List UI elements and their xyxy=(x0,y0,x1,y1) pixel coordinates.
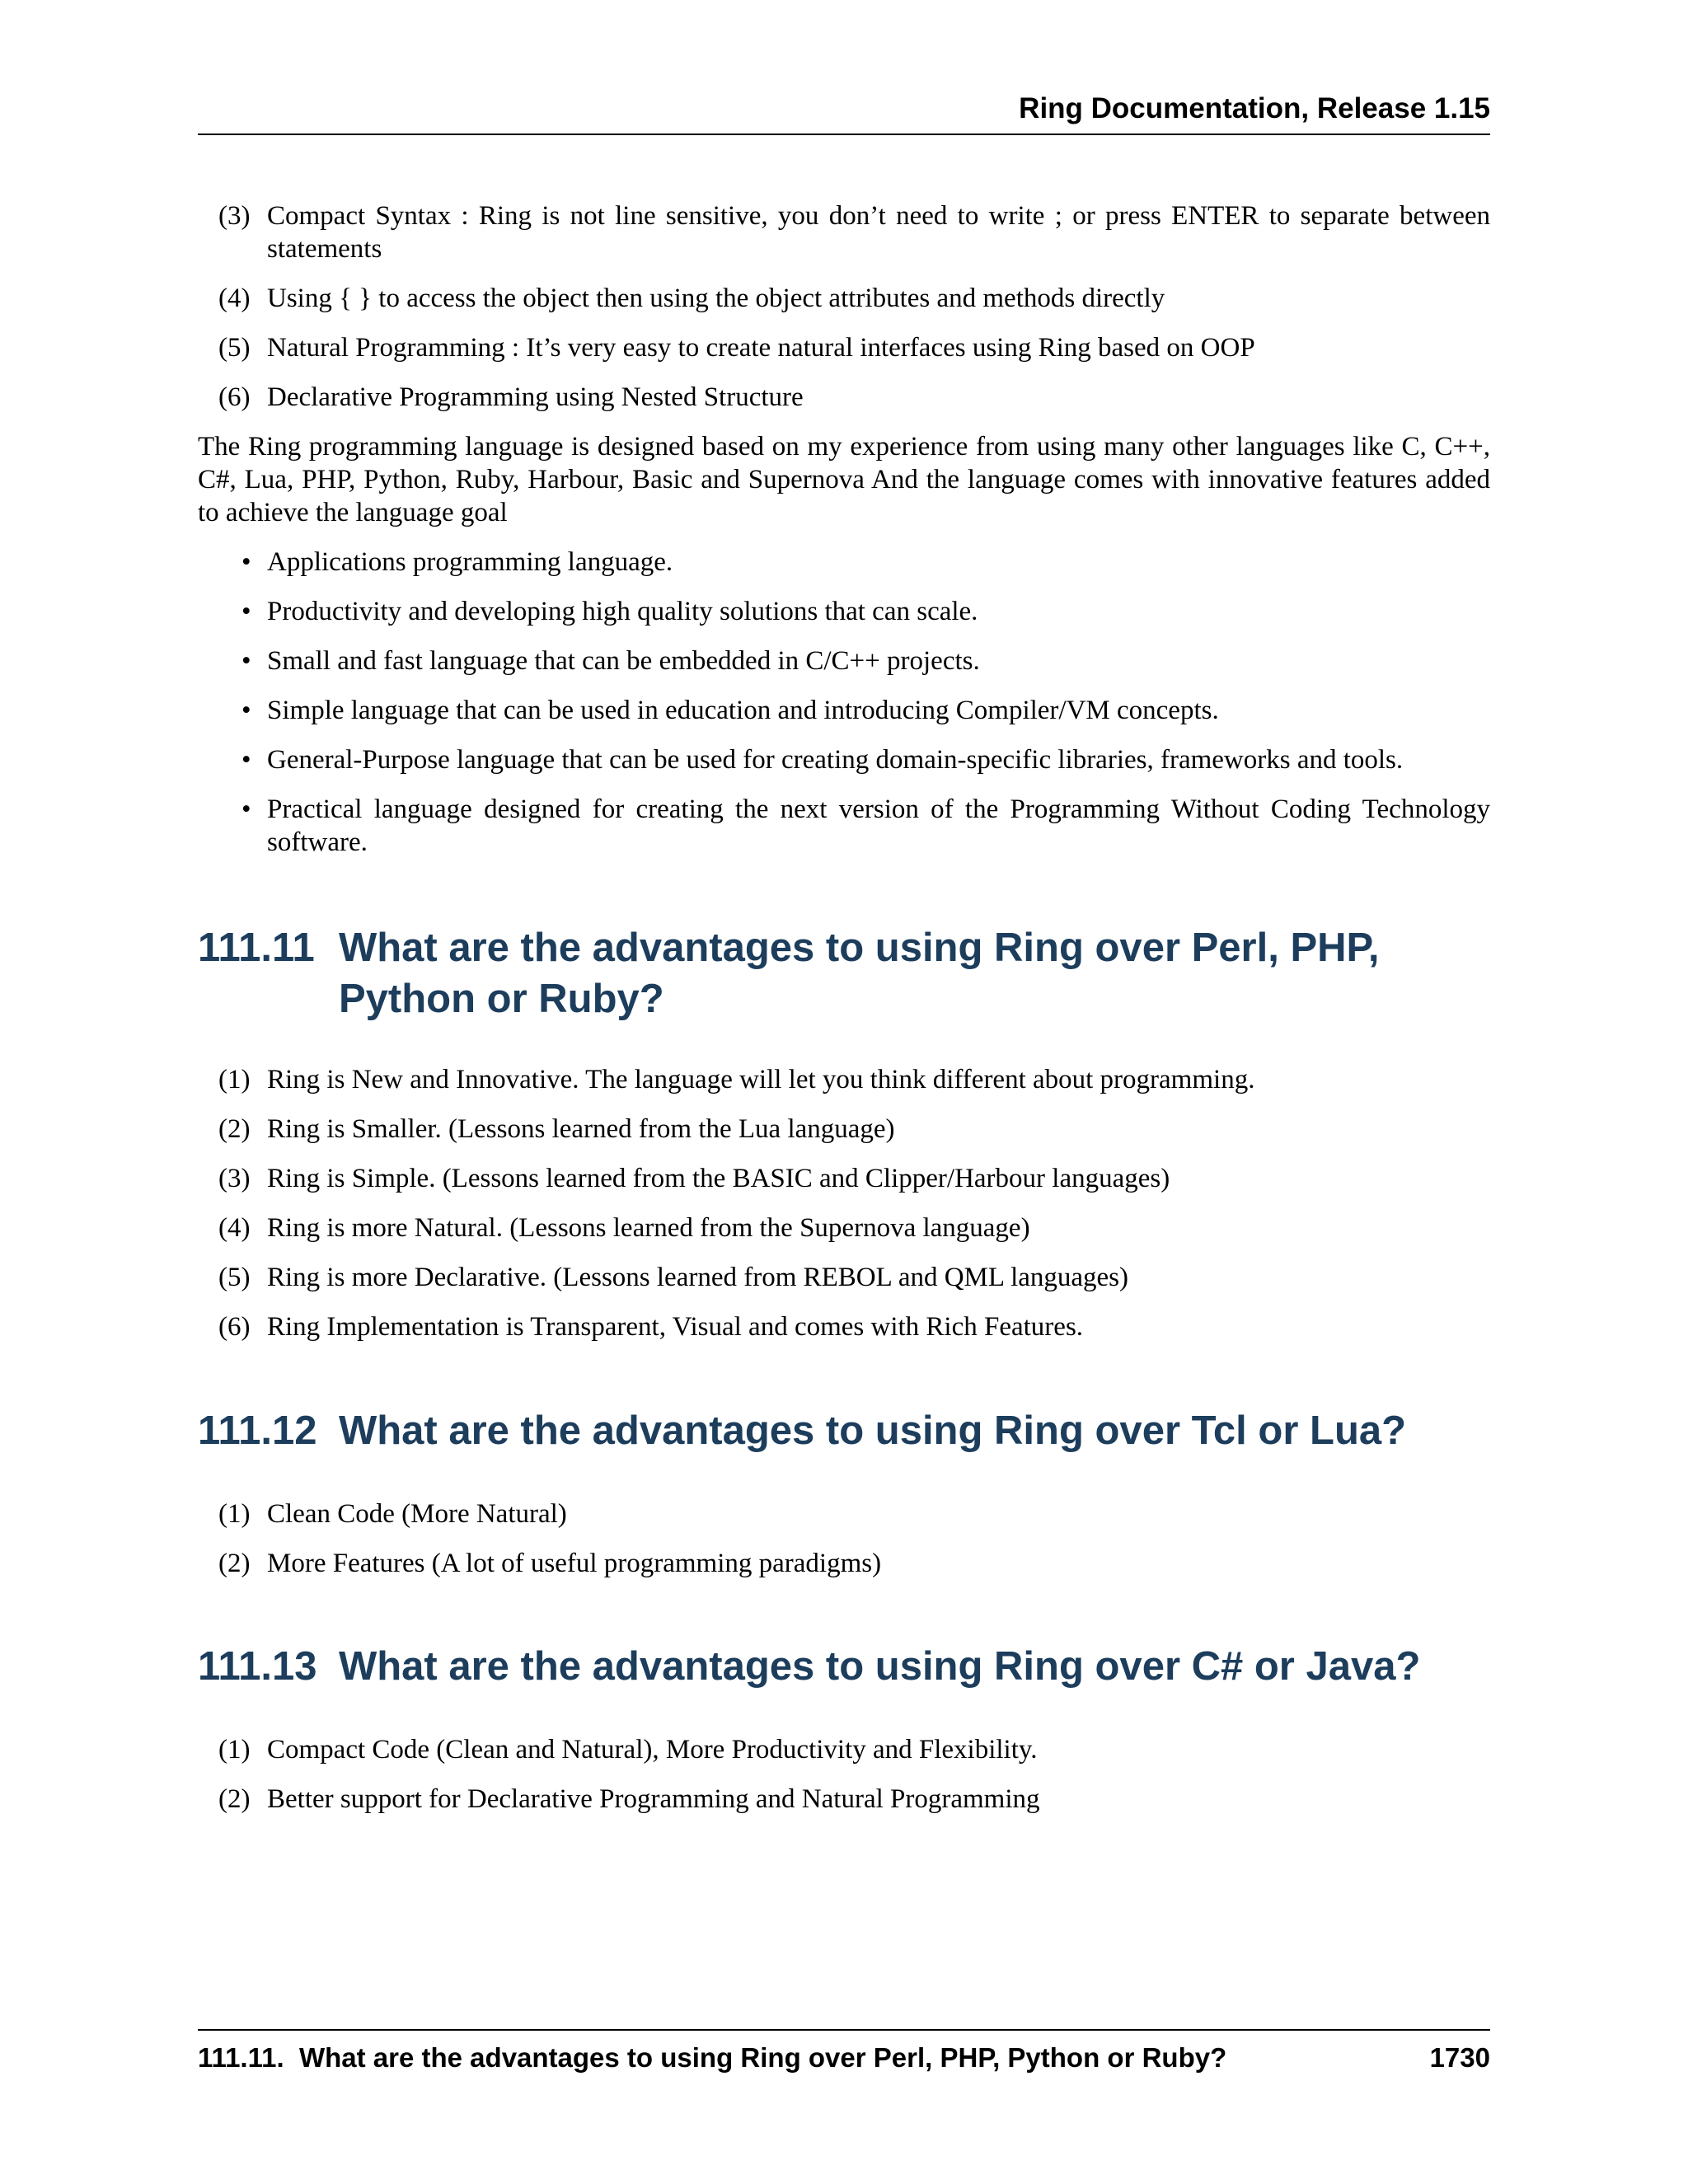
bullet-item xyxy=(198,546,1490,579)
list-item xyxy=(198,199,1490,264)
list-item-number: (1) xyxy=(218,1065,251,1094)
list-item-text: Natural Programming : It’s very easy to create natural interfaces using Ring based on OOP xyxy=(267,333,1255,363)
list-item-number: (1) xyxy=(218,1735,251,1765)
section-number: 111.11 xyxy=(198,926,315,970)
list-item-text: Ring is New and Innovative. The language will let you think different about programming. xyxy=(267,1065,1255,1094)
bullet-text: General-Purpose language that can be used for creating domain-specific libraries, frameworks and tools. xyxy=(267,745,1404,775)
list-item-number: (6) xyxy=(218,1312,251,1342)
section-number: 111.12 xyxy=(198,1408,317,1453)
list-item xyxy=(198,1497,1490,1530)
bullet-symbol: • xyxy=(241,696,251,725)
section-heading xyxy=(198,1405,1490,1456)
intro-numbered-list xyxy=(198,199,1490,412)
list-item-text: Declarative Programming using Nested Structure xyxy=(267,382,804,412)
bullet-item xyxy=(198,694,1490,727)
bullet-text: Small and fast language that can be embedded in C/C++ projects. xyxy=(267,646,980,676)
list-item-number: (2) xyxy=(218,1114,251,1144)
list-item-text: Better support for Declarative Programming and Natural Programming xyxy=(267,1784,1040,1814)
list-item-number: (3) xyxy=(218,201,251,231)
section-title-text: What are the advantages to using Ring over Tcl or Lua? xyxy=(339,1408,1407,1453)
list-item-number: (4) xyxy=(218,284,251,313)
list-item-number: (2) xyxy=(218,1549,251,1578)
list-item xyxy=(198,1162,1490,1195)
bullet-item xyxy=(198,793,1490,859)
section-heading xyxy=(198,1641,1490,1692)
section-number: 111.13 xyxy=(198,1644,317,1689)
page-number: 1730 xyxy=(1429,2042,1490,2073)
bullet-symbol: • xyxy=(241,745,251,775)
section-title-text: What are the advantages to using Ring over C# or Java? xyxy=(339,1644,1421,1689)
bullet-text: Simple language that can be used in education and introducing Compiler/VM concepts. xyxy=(267,696,1219,725)
list-item xyxy=(198,331,1490,364)
list-item-text: Ring is Smaller. (Lessons learned from the Lua language) xyxy=(267,1114,895,1144)
list-item-text: Ring is more Natural. (Lessons learned from the Supernova language) xyxy=(267,1213,1030,1243)
list-item-text: Ring is more Declarative. (Lessons learned from REBOL and QML languages) xyxy=(267,1263,1129,1292)
list-item xyxy=(198,381,1490,414)
bullet-symbol: • xyxy=(241,597,251,626)
section-title-text: What are the advantages to using Ring over Perl, PHP, Python or Ruby? xyxy=(339,926,1380,1021)
list-item-number: (5) xyxy=(218,333,251,363)
page-footer xyxy=(198,2029,1490,2073)
list-item-text: Using { } to access the object then using the object attributes and methods directly xyxy=(267,284,1165,313)
list-item-number: (5) xyxy=(218,1263,251,1292)
bullet-text: Productivity and developing high quality solutions that can scale. xyxy=(267,597,978,626)
list-item xyxy=(198,1783,1490,1816)
list-item xyxy=(198,1261,1490,1294)
list-item xyxy=(198,282,1490,315)
bullet-text: Practical language designed for creating the next version of the Programming Without Coding Technology software. xyxy=(267,794,1490,857)
bullet-symbol: • xyxy=(241,646,251,676)
footer-section-title: 111.11. What are the advantages to using Ring over Perl, PHP, Python or Ruby? xyxy=(198,2042,1227,2073)
list-item-text: Compact Code (Clean and Natural), More Productivity and Flexibility. xyxy=(267,1735,1038,1765)
list-item xyxy=(198,1212,1490,1244)
list-item-number: (4) xyxy=(218,1213,251,1243)
list-item-number: (3) xyxy=(218,1164,251,1193)
list-item-text: Ring is Simple. (Lessons learned from the BASIC and Clipper/Harbour languages) xyxy=(267,1164,1170,1193)
list-item xyxy=(198,1063,1490,1096)
bullet-symbol: • xyxy=(241,547,251,577)
list-item xyxy=(198,1310,1490,1343)
bullet-symbol: • xyxy=(241,794,251,824)
bullet-item xyxy=(198,743,1490,776)
list-item-number: (6) xyxy=(218,382,251,412)
bullet-item xyxy=(198,595,1490,628)
bullet-text: Applications programming language. xyxy=(267,547,673,577)
list-item-number: (1) xyxy=(218,1499,251,1529)
section-heading xyxy=(198,922,1490,1024)
list-item xyxy=(198,1733,1490,1766)
list-item-text: Compact Syntax : Ring is not line sensitive, you don’t need to write ; or press ENTER to separate between statements xyxy=(267,201,1490,264)
list-item xyxy=(198,1547,1490,1580)
list-item xyxy=(198,1113,1490,1146)
bullet-item xyxy=(198,644,1490,677)
body-paragraph: The Ring programming language is designed based on my experience from using many other languages like C, C++, C#, Lua, PHP, Python, Ruby, Harbour, Basic and Supernova And the language comes with innovative features added to achieve the language goal xyxy=(198,432,1490,527)
running-header: Ring Documentation, Release 1.15 xyxy=(198,92,1490,135)
list-item-number: (2) xyxy=(218,1784,251,1814)
list-item-text: More Features (A lot of useful programming paradigms) xyxy=(267,1549,882,1578)
list-item-text: Ring Implementation is Transparent, Visual and comes with Rich Features. xyxy=(267,1312,1084,1342)
list-item-text: Clean Code (More Natural) xyxy=(267,1499,567,1529)
